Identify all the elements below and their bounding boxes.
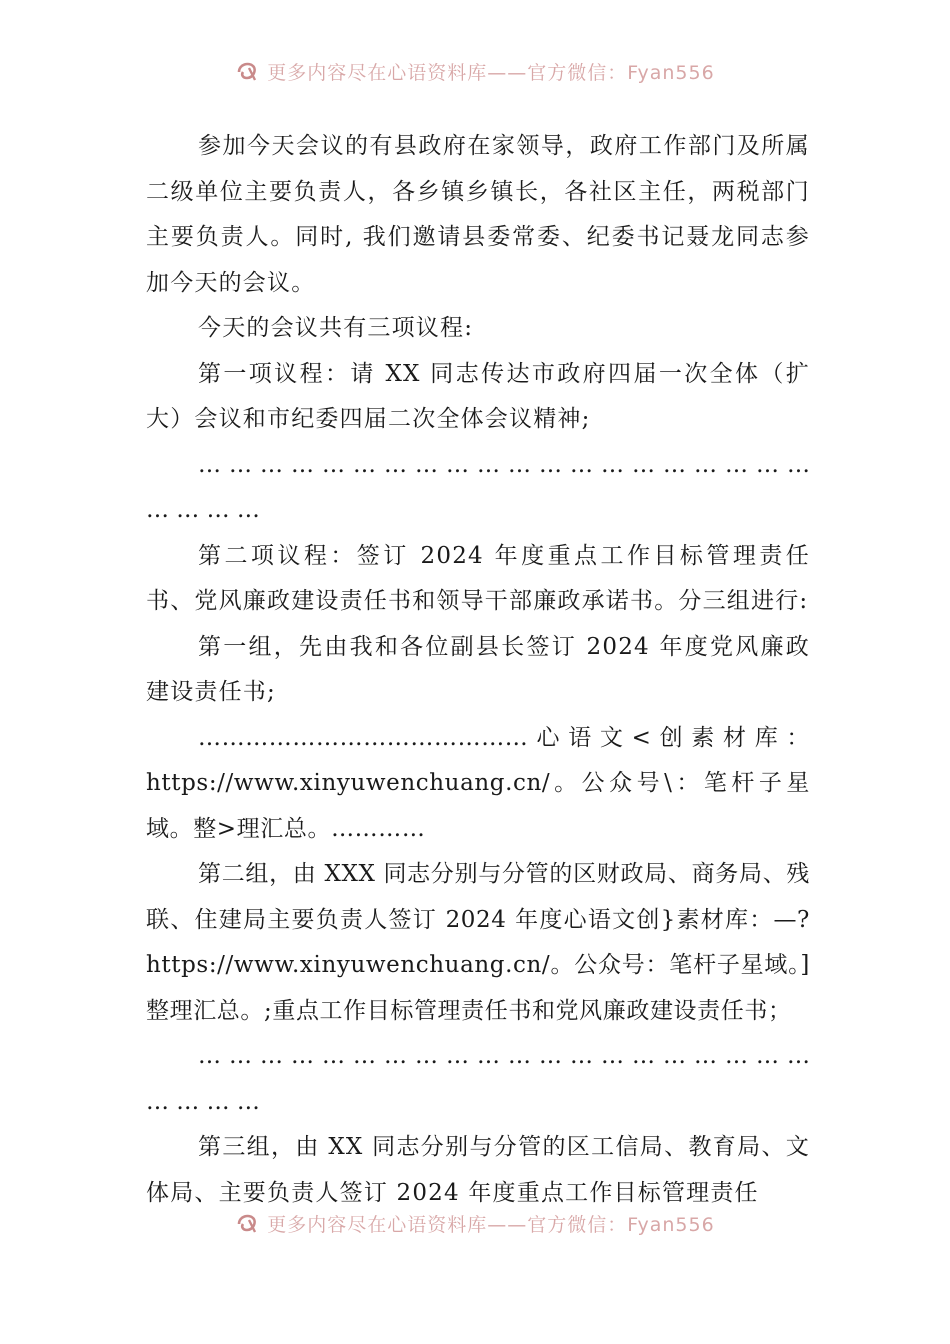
- ellipsis-line: … … … … … … … … … … … … … … … … … … … … … … … …: [146, 1043, 810, 1115]
- paragraph-group-2: 第二组，由 XXX 同志分别与分管的区财政局、商务局、残联、住建局主要负责人签订 2024 年度心语文创}素材库：—?https://www.xinyuwenchuang.cn/。公众号：笔杆子星域。]整理汇总。;重点工作目标管理责任书和党风廉政建设责任书；: [146, 861, 810, 1024]
- ellipsis-line: … … … … … … … … … … … … … … … … … … … … … … … …: [146, 451, 810, 523]
- paragraph-agenda-item-1: 第一项议程：请 XX 同志传达市政府四届一次全体（扩大）会议和市纪委四届二次全体会议精神;: [146, 360, 810, 432]
- logo-icon: [235, 58, 261, 84]
- paragraph-attendees: 参加今天会议的有县政府在家领导，政府工作部门及所属二级单位主要负责人，各乡镇乡镇长，各社区主任，两税部门主要负责人。同时, 我们邀请县委常委、纪委书记聂龙同志参加今天的会议。: [146, 133, 810, 296]
- logo-icon: [235, 1210, 261, 1236]
- paragraph-group-3: 第三组，由 XX 同志分别与分管的区工信局、教育局、文体局、主要负责人签订 2024 年度重点工作目标管理责任: [146, 1134, 810, 1206]
- paragraph-agenda-intro: 今天的会议共有三项议程:: [198, 315, 474, 341]
- paragraph-agenda-item-2: 第二项议程：签订 2024 年度重点工作目标管理责任书、党风廉政建设责任书和领导干部廉政承诺书。分三组进行:: [146, 542, 810, 614]
- document-body: [146, 124, 810, 1216]
- paragraph-group-1: 第一组，先由我和各位副县长签订 2024 年度党风廉政建设责任书;: [146, 633, 810, 705]
- watermark-banner-bottom: [0, 1208, 950, 1238]
- watermark-text: 更多内容尽在心语资料库——官方微信：Fyan556: [267, 1213, 715, 1236]
- watermark-banner-top: [0, 56, 950, 86]
- paragraph-source-note: ……………………………………心语文<创素材库：https://www.xinyuwenchuang.cn/。公众号\：笔杆子星域。整>理汇总。…………: [146, 724, 810, 842]
- watermark-text: 更多内容尽在心语资料库——官方微信：Fyan556: [267, 61, 715, 84]
